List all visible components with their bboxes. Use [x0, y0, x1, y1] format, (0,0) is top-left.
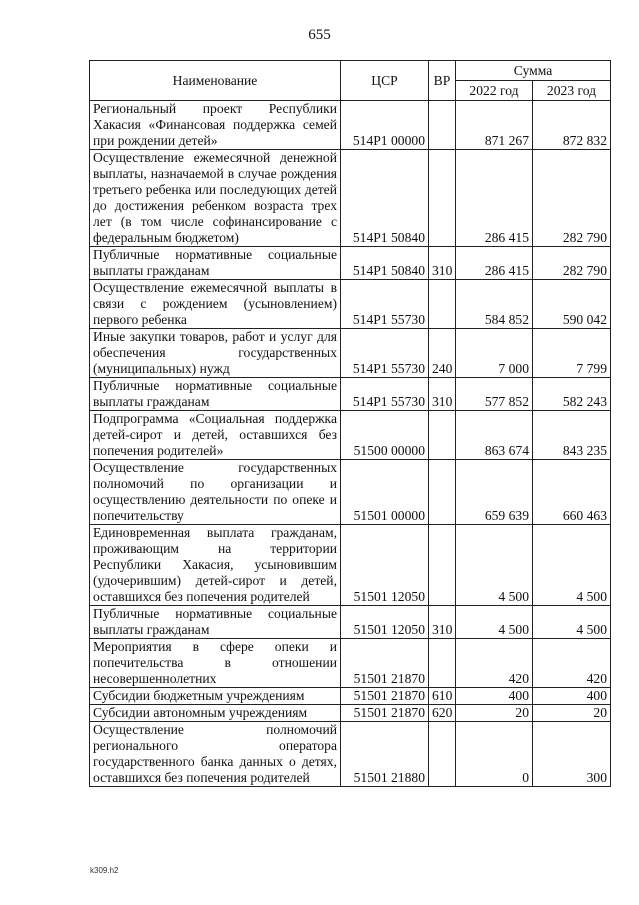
row-vr [429, 460, 456, 525]
row-csr: 514P1 50840 [341, 247, 429, 280]
table-row [90, 460, 611, 525]
table-row [90, 150, 611, 247]
row-sum-2022: 400 [456, 688, 533, 705]
row-sum-2023: 420 [533, 639, 611, 688]
row-sum-2023: 590 042 [533, 280, 611, 329]
row-csr: 51500 00000 [341, 411, 429, 460]
row-sum-2022: 286 415 [456, 150, 533, 247]
row-csr: 51501 12050 [341, 606, 429, 639]
table-row [90, 411, 611, 460]
row-sum-2023: 20 [533, 705, 611, 722]
row-name: Единовременная выплата гражданам, проживающим на территории Республики Хакасия, усыновившим (удочерившим) детей-сирот и детей, оставшихся без попечения родителей [90, 525, 341, 606]
row-vr [429, 411, 456, 460]
header-vr: ВР [429, 61, 456, 101]
footer-code: k309.h2 [90, 866, 119, 875]
table-row [90, 101, 611, 150]
row-name: Публичные нормативные социальные выплаты гражданам [90, 378, 341, 411]
row-vr [429, 280, 456, 329]
row-sum-2023: 872 832 [533, 101, 611, 150]
row-sum-2023: 300 [533, 722, 611, 787]
row-sum-2022: 0 [456, 722, 533, 787]
row-sum-2022: 577 852 [456, 378, 533, 411]
table-row [90, 639, 611, 688]
header-name: Наименование [90, 61, 341, 101]
row-vr [429, 639, 456, 688]
row-vr [429, 525, 456, 606]
row-sum-2022: 4 500 [456, 606, 533, 639]
row-name: Публичные нормативные социальные выплаты гражданам [90, 247, 341, 280]
header-csr: ЦСР [341, 61, 429, 101]
budget-table [89, 60, 611, 787]
row-sum-2023: 282 790 [533, 150, 611, 247]
row-vr [429, 101, 456, 150]
table-row [90, 525, 611, 606]
row-sum-2022: 7 000 [456, 329, 533, 378]
row-name: Подпрограмма «Социальная поддержка детей-сирот и детей, оставшихся без попечения родителей» [90, 411, 341, 460]
row-name: Осуществление ежемесячной денежной выплаты, назначаемой в случае рождения третьего ребенка или последующих детей до достижения ребенком возраста трех лет (в том числе софинансирование с федеральным бюджетом) [90, 150, 341, 247]
header-year-2023: 2023 год [533, 81, 611, 101]
row-csr: 51501 21870 [341, 639, 429, 688]
row-sum-2023: 282 790 [533, 247, 611, 280]
row-vr [429, 150, 456, 247]
row-sum-2022: 286 415 [456, 247, 533, 280]
row-csr: 514P1 55730 [341, 329, 429, 378]
row-csr: 51501 21880 [341, 722, 429, 787]
row-sum-2023: 660 463 [533, 460, 611, 525]
row-name: Субсидии автономным учреждениям [90, 705, 341, 722]
row-csr: 51501 21870 [341, 688, 429, 705]
row-csr: 514P1 50840 [341, 150, 429, 247]
row-sum-2022: 20 [456, 705, 533, 722]
row-sum-2022: 584 852 [456, 280, 533, 329]
row-sum-2023: 7 799 [533, 329, 611, 378]
row-vr: 240 [429, 329, 456, 378]
table-row [90, 722, 611, 787]
row-sum-2022: 4 500 [456, 525, 533, 606]
table-row [90, 606, 611, 639]
table-row [90, 705, 611, 722]
row-sum-2023: 843 235 [533, 411, 611, 460]
row-sum-2022: 659 639 [456, 460, 533, 525]
row-csr: 514P1 55730 [341, 280, 429, 329]
table-row [90, 688, 611, 705]
row-name: Публичные нормативные социальные выплаты гражданам [90, 606, 341, 639]
row-csr: 51501 21870 [341, 705, 429, 722]
row-sum-2022: 863 674 [456, 411, 533, 460]
row-csr: 514P1 00000 [341, 101, 429, 150]
row-csr: 514P1 55730 [341, 378, 429, 411]
row-sum-2022: 420 [456, 639, 533, 688]
row-vr: 310 [429, 606, 456, 639]
row-name: Осуществление полномочий регионального оператора государственного банка данных о детях, оставшихся без попечения родителей [90, 722, 341, 787]
row-vr: 310 [429, 378, 456, 411]
row-vr [429, 722, 456, 787]
table-row [90, 247, 611, 280]
row-csr: 51501 12050 [341, 525, 429, 606]
row-sum-2023: 4 500 [533, 525, 611, 606]
row-name: Осуществление ежемесячной выплаты в связи с рождением (усыновлением) первого ребенка [90, 280, 341, 329]
row-name: Региональный проект Республики Хакасия «Финансовая поддержка семей при рождении детей» [90, 101, 341, 150]
row-sum-2023: 582 243 [533, 378, 611, 411]
row-name: Иные закупки товаров, работ и услуг для обеспечения государственных (муниципальных) нужд [90, 329, 341, 378]
header-year-2022: 2022 год [456, 81, 533, 101]
page-number: 655 [308, 27, 331, 43]
table-row [90, 280, 611, 329]
row-name: Субсидии бюджетным учреждениям [90, 688, 341, 705]
row-sum-2023: 400 [533, 688, 611, 705]
table-row [90, 378, 611, 411]
row-sum-2023: 4 500 [533, 606, 611, 639]
row-sum-2022: 871 267 [456, 101, 533, 150]
row-name: Осуществление государственных полномочий по организации и осуществлению деятельности по опеке и попечительству [90, 460, 341, 525]
row-csr: 51501 00000 [341, 460, 429, 525]
header-sum: Сумма [456, 61, 611, 81]
row-name: Мероприятия в сфере опеки и попечительства в отношении несовершеннолетних [90, 639, 341, 688]
row-vr: 610 [429, 688, 456, 705]
row-vr: 620 [429, 705, 456, 722]
row-vr: 310 [429, 247, 456, 280]
table-row [90, 329, 611, 378]
